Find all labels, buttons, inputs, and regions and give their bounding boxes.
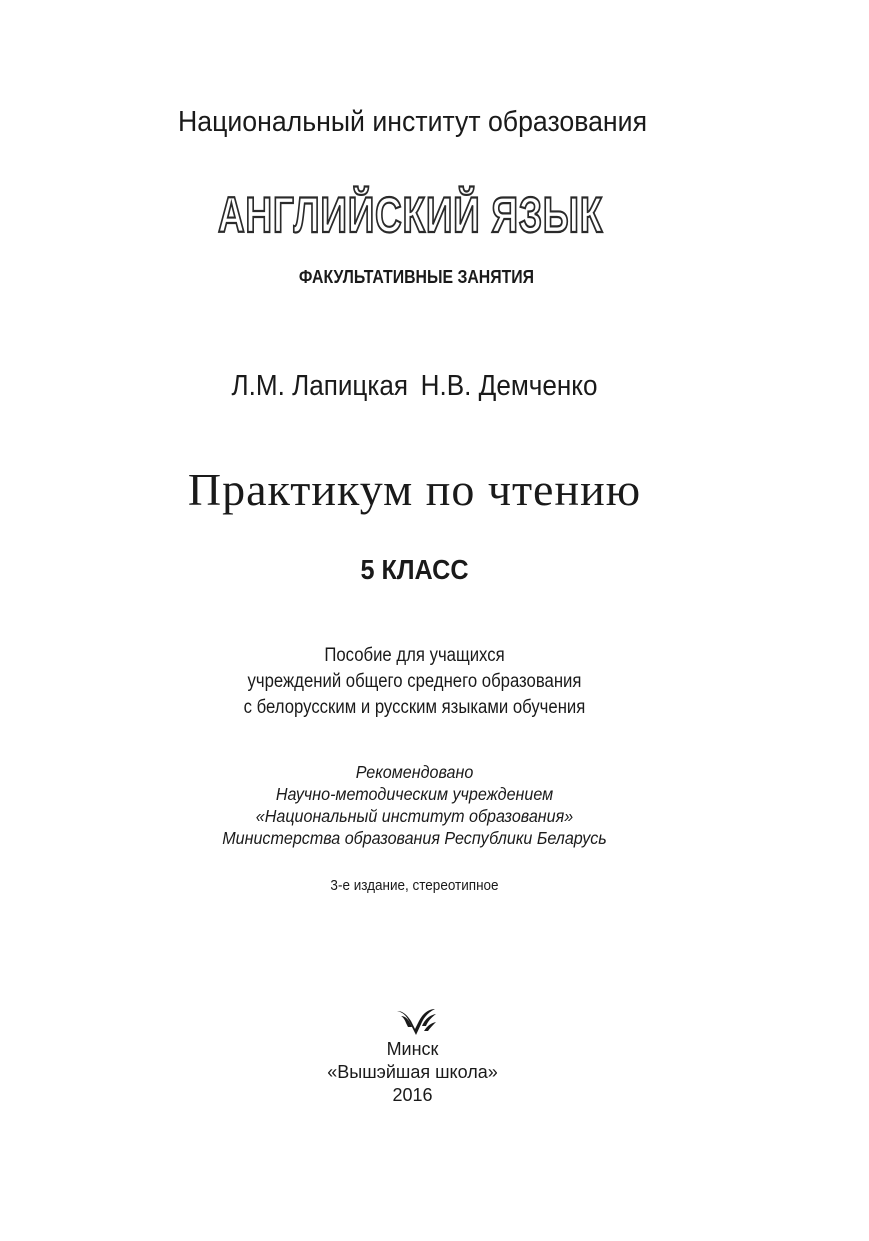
- edition-note: 3-е издание, стереотипное: [330, 877, 499, 894]
- purpose-line: учреждений общего среднего образования: [247, 671, 582, 692]
- publisher-logo-icon: [395, 1007, 437, 1037]
- recommendation-line: Научно-методическим учреждением: [275, 784, 554, 804]
- author-name: Н.В. Демченко: [420, 370, 598, 402]
- purpose-description: [32, 643, 797, 721]
- imprint: [0, 1038, 847, 1107]
- purpose-line: с белорусским и русским языками обучения: [243, 697, 586, 718]
- imprint-publisher: «Вышэйшая школа»: [327, 1062, 498, 1082]
- recommendation-line: «Национальный институт образования»: [255, 806, 574, 826]
- purpose-line: Пособие для учащихся: [324, 645, 505, 666]
- recommendation-line: Рекомендовано: [355, 762, 474, 782]
- subject-title: АНГЛИЙСКИЙ ЯЗЫК: [217, 187, 604, 243]
- imprint-year: 2016: [392, 1085, 433, 1105]
- recommendation-block: [15, 761, 814, 849]
- imprint-city: Минск: [386, 1039, 439, 1059]
- grade-label: 5 КЛАСС: [360, 554, 469, 585]
- recommendation-line: Министерства образования Республики Беларусь: [222, 828, 607, 848]
- institute-name: Национальный институт образования: [177, 106, 648, 138]
- course-type: ФАКУЛЬТАТИВНЫЕ ЗАНЯТИЯ: [298, 267, 535, 287]
- book-title: Практикум по чтению: [187, 464, 642, 515]
- author-name: Л.М. Лапицкая: [231, 370, 409, 402]
- authors: [23, 368, 805, 404]
